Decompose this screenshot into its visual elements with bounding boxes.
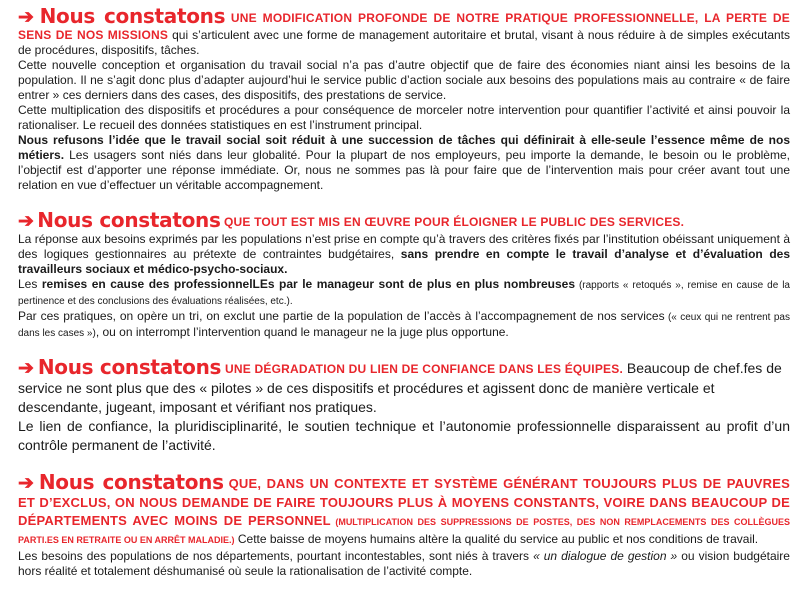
section-4 [18, 470, 791, 579]
section-4-paragraph-2-text: Les besoins des populations de nos départements, pourtant incontestables, sont niés à travers [18, 549, 534, 563]
section-3-headline: UNE DÉGRADATION DU LIEN DE CONFIANCE DANS LES ÉQUIPES. [225, 362, 623, 376]
section-4-paragraph-2 [18, 549, 790, 579]
section-1-paragraph-3: Cette multiplication des dispositifs et procédures a pour conséquence de morceler notre intervention pour quantifier l’activité et ainsi pouvoir la rationaliser. Le recueil des données statistiques en est l’instrument principal. [18, 103, 790, 132]
section-4-paragraph-2-end: ou vision budgétaire hors réalité et totalement déshumanisé où seule la rationalisation de l’activité compte. [18, 549, 790, 578]
section-3-heading-paragraph [18, 355, 790, 417]
section-2-paragraph-1 [18, 232, 790, 277]
section-2-paragraph-2-bold: remises en cause des professionnelLEs par le manageur sont de plus en plus nombreuses [37, 277, 576, 291]
section-2-heading [18, 208, 790, 232]
section-2 [18, 208, 790, 341]
section-1 [18, 4, 791, 193]
section-1-headline: UNE MODIFICATION PROFONDE DE NOTRE PRATIQUE PROFESSIONNELLE, LA PERTE DE SENS DE NOS MISSIONS [18, 11, 790, 42]
nous-constatons-label: Nous constatons [37, 355, 222, 379]
section-1-paragraph-4-text: Les usagers sont niés dans leur globalité. Pour la plupart de nos employeurs, peu importe la demande, le besoin ou le problème, l’objectif est d’apporter une réponse immédiate. Or, nous ne sommes pas là pour faire que de l’intervention mais pour créer avant tout une relation en vue d’effectuer un véritable accompagnement. [18, 148, 790, 192]
arrow-icon: ➔ [18, 473, 34, 494]
section-1-refusal-bold: Nous refusons l’idée que le travail social soit réduit à une succession de tâches qui définirait à elle-seule l’essence même de nos métiers. [18, 133, 790, 162]
section-4-heading-paragraph [18, 470, 791, 549]
nous-constatons-label: Nous constatons [38, 470, 224, 494]
section-2-paragraph-3-end: , ou on interrompt l’intervention quand le manageur ne la juge plus opportune. [95, 325, 509, 339]
arrow-icon: ➔ [18, 358, 34, 379]
section-2-paragraph-2-note: (rapports « retoqués », remise en cause de la pertinence et des conclusions des évaluations réalisées, etc.). [18, 280, 790, 307]
section-2-paragraph-3-note: (« ceux qui ne rentrent pas dans les cases ») [18, 312, 790, 339]
section-1-intro-text: qui s’articulent avec une forme de management autoritaire et brutal, visant à nous réduire à de simples exécutants de procédures, dispositifs, tâches. [18, 28, 791, 57]
section-2-paragraph-1-text: La réponse aux besoins exprimés par les populations n’est prise en compte qu’à travers des critères fixés par l’institution obéissant uniquement à des logiques gestionnaires au prétexte de contraintes budgétaires, [18, 232, 790, 261]
nous-constatons-label: Nous constatons [37, 208, 221, 232]
arrow-icon: ➔ [18, 211, 34, 232]
section-3-intro-text: Beaucoup de chef.fes de service ne sont plus que des « pilotes » de ces dispositifs et procédures et agissent donc de manière verticale et descendante, jugeant, imposant et vérifiant nos pratiques. [18, 360, 782, 415]
nous-constatons-label: Nous constatons [39, 4, 226, 28]
section-4-headline-note: (MULTIPLICATION DES SUPPRESSIONS DE POSTES, DES NON REMPLACEMENTS DES COLLÈGUES PARTI.ES EN RETRAITE OU EN ARRÊT MALADIE.) [18, 517, 791, 545]
section-2-paragraph-1-bold: sans prendre en compte le travail d’analyse et d’évaluation des travailleurs sociaux et médico-psycho-sociaux. [18, 247, 790, 276]
section-4-dialogue-quote: « un dialogue de gestion » [533, 549, 678, 563]
arrow-icon: ➔ [18, 7, 34, 28]
section-2-paragraph-2 [18, 277, 790, 309]
section-2-paragraph-3 [18, 309, 790, 341]
section-3 [18, 355, 790, 455]
section-1-paragraph-4 [18, 133, 790, 193]
section-4-headline: QUE, DANS UN CONTEXTE ET SYSTÈME GÉNÉRANT TOUJOURS PLUS DE PAUVRES ET D’EXCLUS, ON NOUS DEMANDE DE FAIRE TOUJOURS PLUS À MOYENS CONSTANTS, VOIRE DANS BEAUCOUP DE DÉPARTEMENTS AVEC MOINS DE PERSONNEL [18, 476, 791, 528]
section-3-paragraph-2: Le lien de confiance, la pluridisciplinarité, le soutien technique et l’autonomie professionnelle disparaissent au profit d’un contrôle permanent de l’activité. [18, 418, 790, 453]
section-2-paragraph-3-text: Par ces pratiques, on opère un tri, on exclut une partie de la population de l’accès à l’accompagnement de nos services [18, 309, 665, 323]
section-2-paragraph-2-start: Les [18, 277, 38, 291]
section-2-headline: QUE TOUT EST MIS EN ŒUVRE POUR ÉLOIGNER LE PUBLIC DES SERVICES. [223, 215, 685, 229]
section-1-paragraph-2: Cette nouvelle conception et organisation du travail social n’a pas d’autre objectif que de faire des économies niant ainsi les besoins de la population. Il ne s’agit donc plus d’adapter aujourd’hui le service public d’action sociale aux besoins des populations mais au contraire « de faire entrer » ces derniers dans des cases, des dispositifs, des prestations de service. [18, 58, 790, 102]
section-4-intro-text: Cette baisse de moyens humains altère la qualité du service au public et nos conditions de travail. [234, 532, 759, 546]
section-1-heading-paragraph [18, 4, 791, 58]
